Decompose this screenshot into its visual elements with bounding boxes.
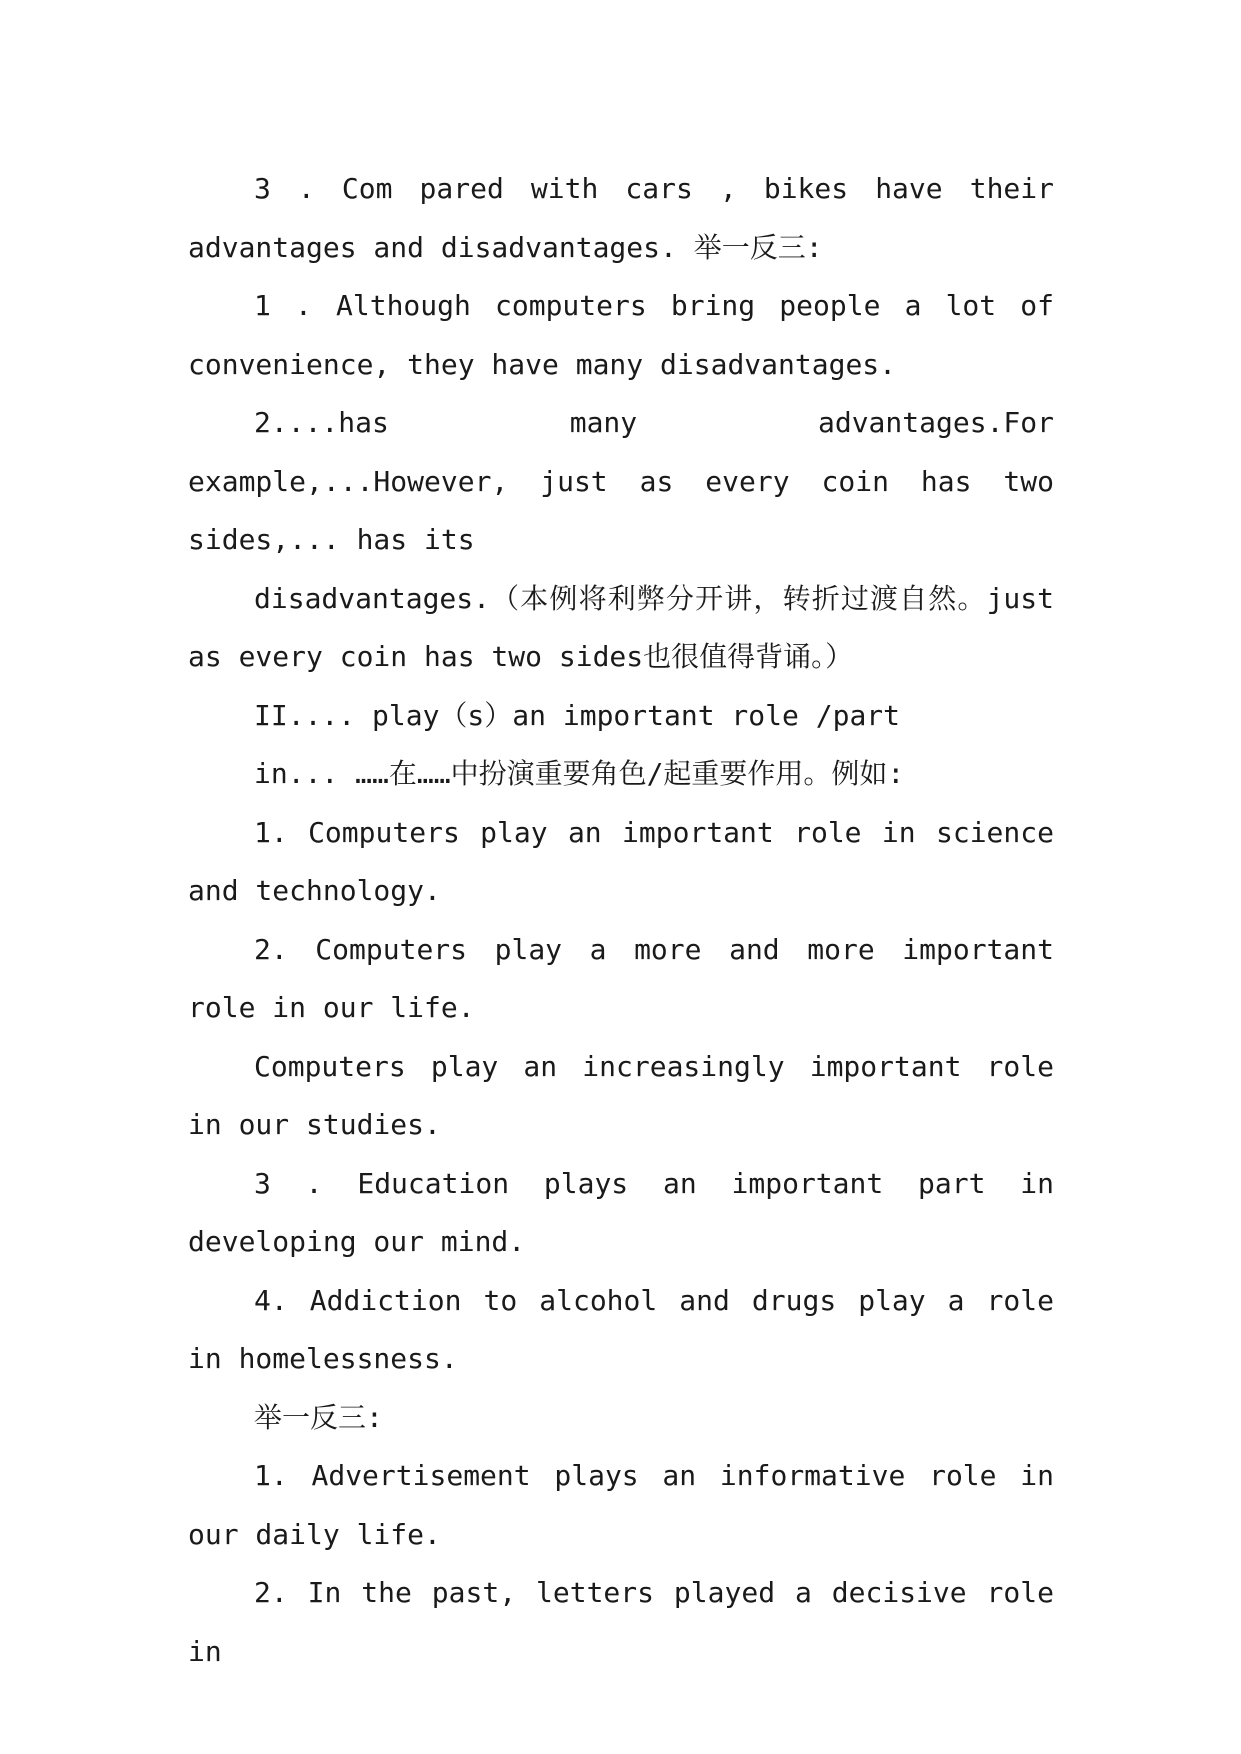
heading-practice: 举一反三: — [254, 1400, 383, 1434]
example-our-studies: Computers play an increasingly important role in our studies. — [188, 1049, 1054, 1141]
paragraph-has-many-advantages: 2....has many advantages.For example,...However, just as every coin has two sides,... has its — [188, 406, 1054, 556]
heading-play-important-role-meaning: in... ……在……中扮演重要角色/起重要作用。例如: — [254, 757, 905, 790]
paragraph-although-computers: 1 . Although computers bring people a lot of convenience, they have many disadvantages. — [188, 289, 1054, 381]
example-science-technology: 1. Computers play an important role in science and technology. — [188, 815, 1054, 907]
paragraph-compared-with-cars: 3 . Com pared with cars , bikes have their advantages and disadvantages. 举一反三: — [188, 172, 1054, 264]
practice-advertisement: 1. Advertisement plays an informative role in our daily life. — [188, 1459, 1054, 1551]
example-our-life: 2. Computers play a more and more important role in our life. — [188, 932, 1054, 1024]
example-addiction: 4. Addiction to alcohol and drugs play a role in homelessness. — [188, 1283, 1054, 1375]
document-body — [188, 160, 1054, 1681]
practice-letters: 2. In the past, letters played a decisive role in — [188, 1576, 1054, 1668]
example-education: 3 . Education plays an important part in developing our mind. — [188, 1166, 1054, 1258]
heading-play-important-role: II.... play（s）an important role /part — [254, 698, 901, 732]
paragraph-disadvantages-note: disadvantages.（本例将利弊分开讲，转折过渡自然。just as every coin has two sides也很值得背诵。） — [188, 581, 1054, 673]
